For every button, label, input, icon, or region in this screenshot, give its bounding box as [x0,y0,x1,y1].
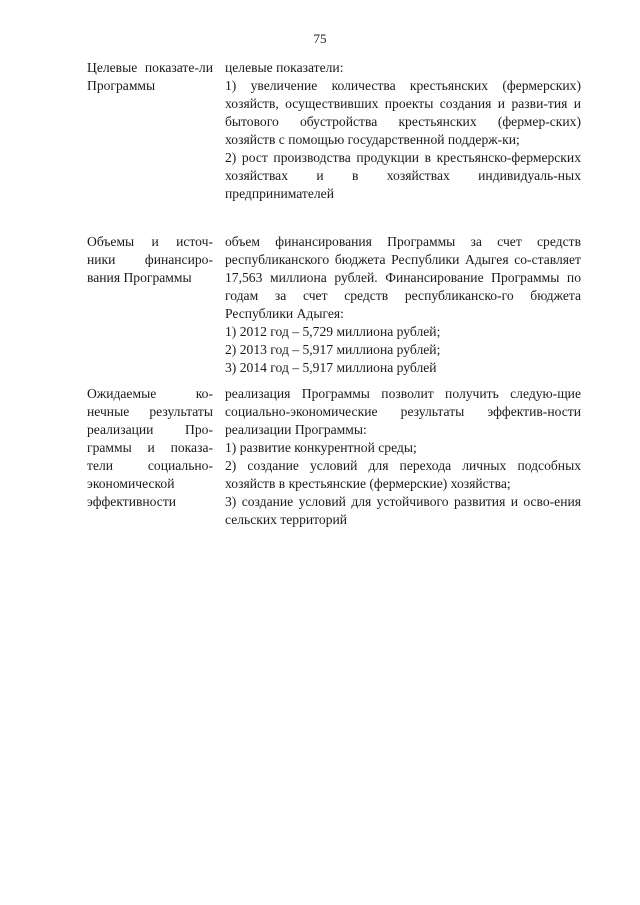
section-label: Ожидаемые ко-нечные результаты реализации Про-граммы и показа-тели социально-экономической эффективности [87,386,213,509]
content-line: 2) создание условий для перехода личных подсобных хозяйств в крестьянские (фермерские) хозяйства; [225,458,581,491]
content-line: 3) создание условий для устойчивого развития и осво-ения сельских территорий [225,494,581,527]
content-line: 1) увеличение количества крестьянских (фермерских) хозяйств, осуществивших проекты создания и разви-тия и бытового обустройства крестьянских (фермер-ских) хозяйств с помощью государственной поддерж-ки; [225,78,581,147]
content-line: 2) 2013 год – 5,917 миллиона рублей; [225,342,441,357]
content-line: 1) 2012 год – 5,729 миллиона рублей; [225,324,441,339]
section-content [225,59,581,203]
content-line: 2) рост производства продукции в крестьянско-фермерских хозяйствах и в хозяйствах индивидуаль-ных предпринимателей [225,150,581,201]
section-label: Целевые показате-ли Программы [87,60,213,93]
content-line: 3) 2014 год – 5,917 миллиона рублей [225,360,437,375]
content-line: 1) развитие конкурентной среды; [225,440,417,455]
section-content [225,233,581,377]
content-line: объем финансирования Программы за счет средств республиканского бюджета Республики Адыгея со-ставляет 17,563 миллиона рублей. Финансирование Программы по годам за счет средств республиканско-го бюджета Республики Адыгея: [225,234,581,321]
section-content [225,385,581,529]
content-line: целевые показатели: [225,60,344,75]
content-line: реализация Программы позволит получить следую-щие социально-экономические результаты эффектив-ности реализации Программы: [225,386,581,437]
section-label: Объемы и источ-ники финансиро-вания Программы [87,234,213,285]
page-number: 75 [313,31,327,46]
